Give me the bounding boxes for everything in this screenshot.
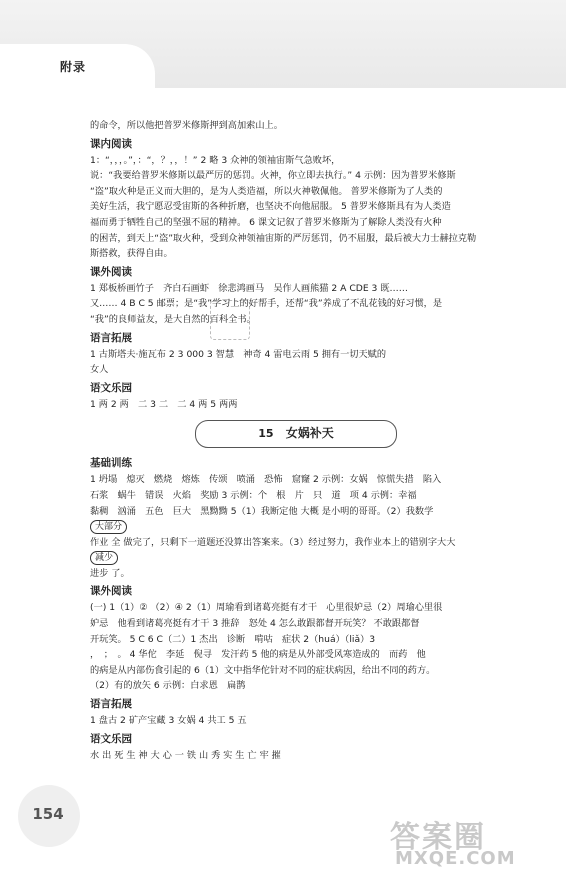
section-title-leyuan: 语文乐园 — [90, 381, 132, 394]
text-line: 1 坍塌 熄灭 燃烧 熔炼 传颂 喷涌 恐怖 窟窿 2 示例：女娲 惊慌失措 陷入 — [90, 474, 442, 486]
text-line: 水 出 死 生 神 大 心 一 铁 山 秀 实 生 亡 牢 摧 — [90, 749, 281, 761]
text-line: 福而勇于牺牲自己的坚强不屈的精神。 6 课文记叙了普罗米修斯为了解除人类没有火种 — [90, 216, 442, 228]
annotation-mark: 减少 — [90, 551, 118, 565]
text-line: 美好生活，我宁愿忍受宙斯的各种折磨，也坚决不向他屈服。 5 普罗米修斯具有为人类造 — [90, 201, 451, 213]
answer-content — [90, 118, 502, 763]
text-line: 1：“，，，。”，：“，？，，！” 2 略 3 众神的领袖宙斯气急败坏， — [90, 154, 341, 166]
text-line: （2）有的放矢 6 示例：白求恩 扁鹊 — [90, 680, 246, 692]
lesson-number: 15 — [258, 427, 274, 441]
annotation-line — [90, 550, 502, 566]
text-line: 作业 全 做完了，只剩下一道题还没算出答案来。（3）经过努力，我作业本上的错别字大大 — [90, 536, 456, 548]
section-title-yuyan2: 语言拓展 — [90, 698, 132, 711]
text-line: ， ； 。 4 华佗 李延 倪寻 发汗药 5 他的病是从外部受风寒造成的 而药 他 — [90, 649, 426, 661]
watermark-logo: 答案圈 — [390, 820, 486, 855]
text-line: 石浆 蜗牛 错误 火焰 奖励 3 示例：个 根 片 只 道 项 4 示例：幸福 — [90, 489, 417, 501]
section-title-leyuan2: 语文乐园 — [90, 732, 132, 745]
page-number: 154 — [32, 805, 64, 823]
text-line: 的病是从内部伤食引起的 6（1）文中指华佗针对不同的症状病因，给出不同的药方。 — [90, 664, 436, 676]
annotation-line — [90, 519, 502, 535]
section-title-jichu: 基础训练 — [90, 457, 132, 470]
text-line: 又…… 4 B C 5 邮票；是“我”学习上的好帮手，还帮“我”养成了不乱花钱的好习惯，是 — [90, 298, 443, 310]
text-line: 1 郑板桥画竹子 齐白石画虾 徐悲鸿画马 吴作人画熊猫 2 A CDE 3 既…… — [90, 282, 408, 294]
lesson-title: 女娲补天 — [285, 426, 334, 441]
text-line: 1 盘古 2 矿产宝藏 3 女娲 4 共工 5 五 — [90, 715, 247, 727]
text-line: “盗”取火种是正义而大胆的，是为人类造福，所以火神敬佩他。 普罗米修斯为了人类的 — [90, 185, 443, 197]
text-line: 说：“我要给普罗米修斯以最严厉的惩罚。火神，你立即去执行。” 4 示例：因为普罗米修斯 — [90, 170, 456, 182]
text-line: “我”的良师益友，是大自然的百科全书。 — [90, 313, 256, 325]
text-line: 的困苦，到天上“盗”取火种，受到众神领袖宙斯的严厉惩罚，仍不屈服，最后被大力士赫拉克勒 — [90, 232, 477, 244]
section-title-kenei: 课内阅读 — [90, 137, 132, 150]
text-line: 斯搭救，获得自由。 — [90, 248, 173, 260]
text-line: (一) 1（1）② （2）④ 2（1）周瑜看到诸葛亮挺有才干 心里很妒忌（2）周瑜心里很 — [90, 602, 443, 614]
intro-line: 的命令，所以他把普罗米修斯押到高加索山上。 — [90, 120, 283, 131]
section-title-kewai: 课外阅读 — [90, 265, 132, 278]
section-title-kewai2: 课外阅读 — [90, 585, 132, 598]
text-line: 妒忌 他看到诸葛亮挺有才干 3 推辞 怒处 4 怎么敢跟都督开玩笑？ 不敢跟都督 — [90, 618, 420, 630]
text-line: 1 两 2 两 二 3 二 二 4 两 5 两两 — [90, 398, 238, 410]
text-line: 女人 — [90, 364, 109, 376]
annotation-mark: 大部分 — [90, 520, 127, 534]
text-line: 进步 了。 — [90, 567, 130, 579]
header-label: 附录 — [60, 60, 87, 74]
text-line: 1 古斯塔夫·施瓦布 2 3 000 3 智慧 神奇 4 雷电云雨 5 拥有一切天赋的 — [90, 348, 387, 360]
section-title-yuyan: 语言拓展 — [90, 331, 132, 344]
text-line: 开玩笑。 5 C 6 C（二）1 杰出 诊断 啃咕 症状 2（huá）（liǎ）3 — [90, 633, 376, 645]
watermark-site: MXQE.COM — [395, 848, 516, 869]
lesson-banner — [195, 420, 397, 448]
text-line: 黏稠 汹涌 五色 巨大 黑黝黝 5（1）我断定他 大概 是小明的哥哥。（2）我数学 — [90, 505, 434, 517]
